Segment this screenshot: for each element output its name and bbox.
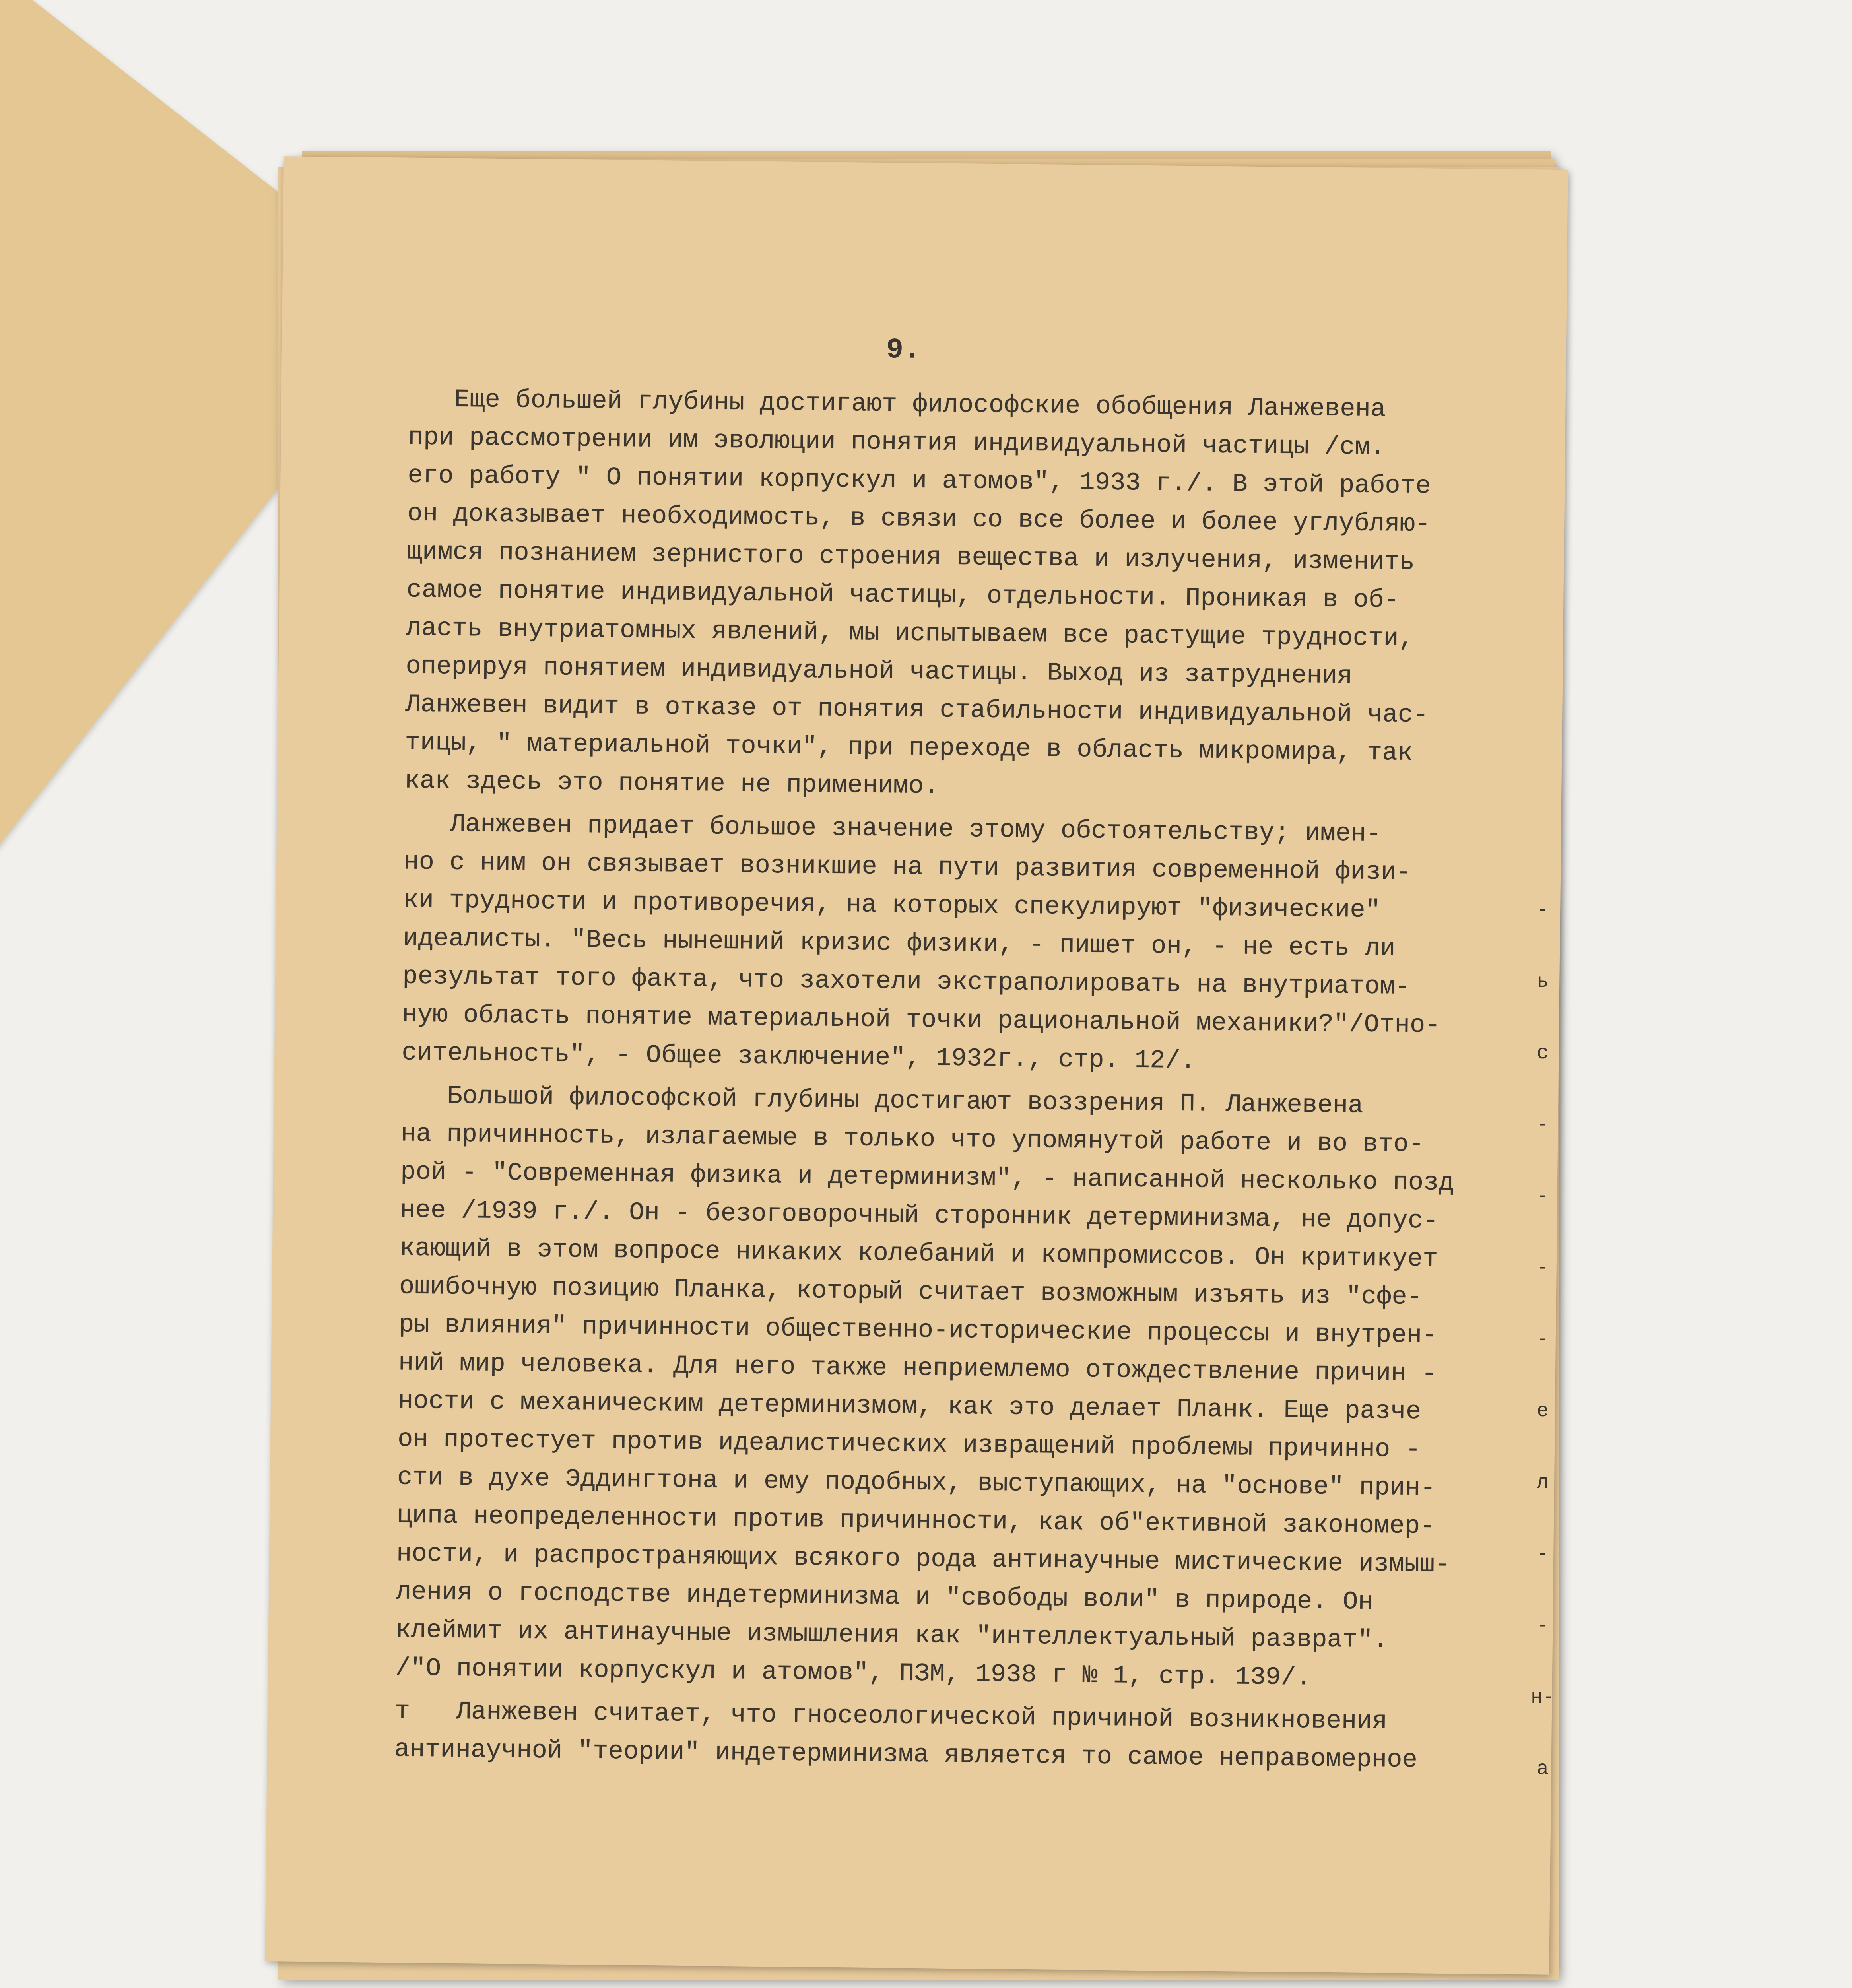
text-line: на причинность, излагаемые в только что упомянутой работе и во вто-	[400, 1120, 1424, 1159]
text-line: Большой философской глубины достигают воззрения П. Ланжевена	[401, 1081, 1363, 1120]
margin-mark: -	[1536, 1257, 1549, 1279]
margin-mark: -	[1536, 1543, 1549, 1566]
paragraph	[395, 1077, 1515, 1699]
text-line: как здесь это понятие не применимо.	[404, 767, 939, 801]
paragraph	[404, 381, 1522, 812]
text-line: ры влияния" причинности общественно-исторические процессы и внутрен-	[398, 1310, 1437, 1350]
text-line: Ланжевен видит в отказе от понятия стабильности индивидуальной час-	[405, 690, 1429, 730]
text-line: /"О понятии корпускул и атомов", ПЗМ, 1938 г № 1, стр. 139/.	[395, 1654, 1312, 1693]
text-line: сти в духе Эддингтона и ему подобных, выступающих, на "основе" прин-	[397, 1463, 1436, 1503]
text-line: самое понятие индивидуальной частицы, отдельности. Проникая в об-	[406, 576, 1400, 615]
text-line: сительность", - Общее заключение", 1932г., стр. 12/.	[401, 1039, 1196, 1076]
text-line: он доказывает необходимость, в связи со все более и более углубляю-	[407, 499, 1431, 539]
margin-mark: -	[1536, 1114, 1549, 1136]
margin-mark: с	[1536, 1042, 1549, 1065]
text-line: ную область понятие материальной точки рациональной механики?"/Отно-	[402, 1000, 1441, 1040]
margin-mark: л	[1536, 1472, 1549, 1494]
margin-mark: а	[1536, 1758, 1549, 1780]
text-line: кающий в этом вопросе никаких колебаний и компромиссов. Он критикует	[399, 1234, 1438, 1274]
page-number: 9.	[886, 334, 921, 367]
background-sheet-text	[0, 47, 82, 384]
text-line: ний мир человека. Для него также неприемлемо отождествление причин -	[398, 1349, 1437, 1388]
text-line: ности, и распространяющих всякого рода антинаучные мистические измыш-	[396, 1540, 1450, 1580]
text-line: оперируя понятием индивидуальной частицы. Выход из затруднения	[406, 652, 1353, 691]
margin-mark: ь	[1536, 971, 1549, 993]
text-line: ки трудности и противоречия, на которых спекулируют "физические"	[403, 886, 1381, 925]
margin-marks	[1531, 875, 1555, 1805]
text-line: ципа неопределенности против причинности, как об"ективной закономер-	[396, 1501, 1435, 1541]
typed-page	[265, 156, 1568, 1975]
text-line: ошибочную позицию Планка, который считает возможным изъять из "сфе-	[399, 1272, 1423, 1312]
text-line: результат того факта, что захотели экстраполировать на внутриатом-	[402, 962, 1411, 1002]
text-line: ления о господстве индетерминизма и "свободы воли" в природе. Он	[396, 1578, 1374, 1617]
text-line: клеймит их антинаучные измышления как "интеллектуальный разврат".	[395, 1616, 1388, 1655]
text-line: Ланжевен придает большое значение этому обстоятельству; имен-	[404, 810, 1382, 849]
body-text	[394, 381, 1522, 1785]
margin-mark: -	[1536, 1185, 1549, 1208]
margin-mark: е	[1536, 1400, 1549, 1423]
text-line: Еще большей глубины достигают философские обобщения Ланжевена	[408, 385, 1386, 424]
text-line: его работу " О понятии корпускул и атомов", 1933 г./. В этой работе	[408, 461, 1431, 501]
text-line: нее /1939 г./. Он - безоговорочный сторонник детерминизма, не допус-	[400, 1196, 1439, 1236]
text-line: антинаучной "теории" индетерминизма является то самое неправомерное	[394, 1735, 1418, 1775]
margin-mark: -	[1536, 1328, 1549, 1351]
text-line: ласть внутриатомных явлений, мы испытываем все растущие трудности,	[406, 614, 1414, 654]
text-line: при рассмотрении им эволюции понятия индивидуальной частицы /см.	[408, 423, 1386, 462]
text-line: но с ним он связывает возникшие на пути развития современной физи-	[403, 848, 1412, 887]
text-line: щимся познанием зернистого строения вещества и излучения, изменить	[407, 538, 1415, 577]
text-line: т Ланжевен считает, что гносеологической причиной возникновения	[394, 1697, 1388, 1736]
margin-mark: -	[1536, 899, 1549, 922]
text-line: рой - "Современная физика и детерминизм", - написанной несколько позд	[400, 1158, 1454, 1198]
paragraph	[394, 1692, 1508, 1780]
text-line: идеалисты. "Весь нынешний кризис физики, - пишет он, - не есть ли	[402, 924, 1396, 963]
paragraph	[402, 805, 1518, 1083]
margin-mark: н-	[1531, 1686, 1555, 1709]
margin-mark: -	[1536, 1615, 1549, 1637]
text-line: ности с механическим детерминизмом, как это делает Планк. Еще разче	[398, 1387, 1421, 1427]
text-line: он протестует против идеалистических извращений проблемы причинно -	[397, 1425, 1421, 1465]
text-line: тицы, " материальной точки", при переходе в область микромира, так	[405, 728, 1413, 768]
